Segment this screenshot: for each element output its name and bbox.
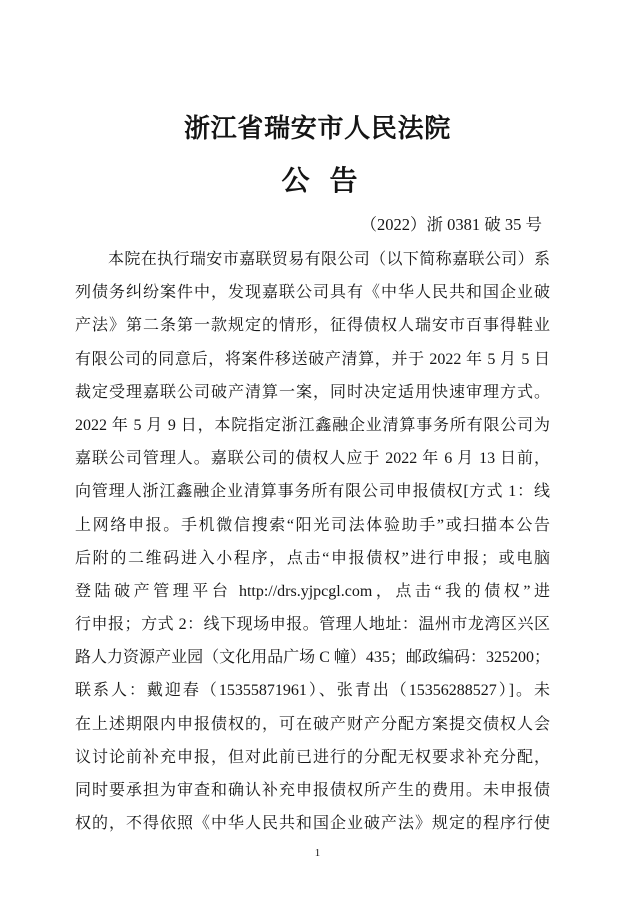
body-line: 产法》第二条第一款规定的情形，征得债权人瑞安市百事得鞋业 xyxy=(75,317,550,335)
case-number: （2022）浙 0381 破 35 号 xyxy=(360,215,542,234)
body-line: 在上述期限内申报债权的，可在破产财产分配方案提交债权人会 xyxy=(75,715,550,733)
body-line: 有限公司的同意后，将案件移送破产清算，并于 2022 年 5 月 5 日 xyxy=(75,350,550,368)
body-line: 本院在执行瑞安市嘉联贸易有限公司（以下简称嘉联公司）系 xyxy=(108,251,550,268)
body-line: 上网络申报。手机微信搜索“阳光司法体验助手”或扫描本公告 xyxy=(75,516,550,534)
body-line: 2022 年 5 月 9 日，本院指定浙江鑫融企业清算事务所有限公司为 xyxy=(75,416,550,434)
body-line: 向管理人浙江鑫融企业清算事务所有限公司申报债权[方式 1：线 xyxy=(75,483,550,501)
page-number: 1 xyxy=(314,847,321,859)
body-line: 同时要承担为审查和确认补充申报债权所产生的费用。未申报债 xyxy=(75,782,550,799)
announcement-body xyxy=(75,243,550,840)
body-line: 嘉联公司管理人。嘉联公司的债权人应于 2022 年 6 月 13 日前， xyxy=(75,450,550,468)
body-line: 列债务纠纷案件中，发现嘉联公司具有《中华人民共和国企业破 xyxy=(75,284,550,302)
body-line: 后附的二维码进入小程序，点击“申报债权”进行申报；或电脑 xyxy=(75,549,550,567)
body-line: 路人力资源产业园（文化用品广场 C 幢）435；邮政编码：325200； xyxy=(75,649,550,667)
court-name: 浙江省瑞安市人民法院 xyxy=(183,114,451,143)
document-title: 公 告 xyxy=(281,166,354,197)
body-line: 权的，不得依照《中华人民共和国企业破产法》规定的程序行使 xyxy=(75,815,550,833)
body-line: 登陆破产管理平台 http://drs.yjpcgl.com，点击“我的债权”进 xyxy=(75,582,550,600)
body-line: 裁定受理嘉联公司破产清算一案，同时决定适用快速审理方式。 xyxy=(75,383,550,401)
body-line: 议讨论前补充申报，但对此前已进行的分配无权要求补充分配， xyxy=(75,748,550,766)
body-line: 联系人：戴迎春（15355871961）、张青出（15356288527）]。未 xyxy=(75,682,550,700)
body-line: 行申报；方式 2：线下现场申报。管理人地址：温州市龙湾区兴区 xyxy=(75,616,550,634)
